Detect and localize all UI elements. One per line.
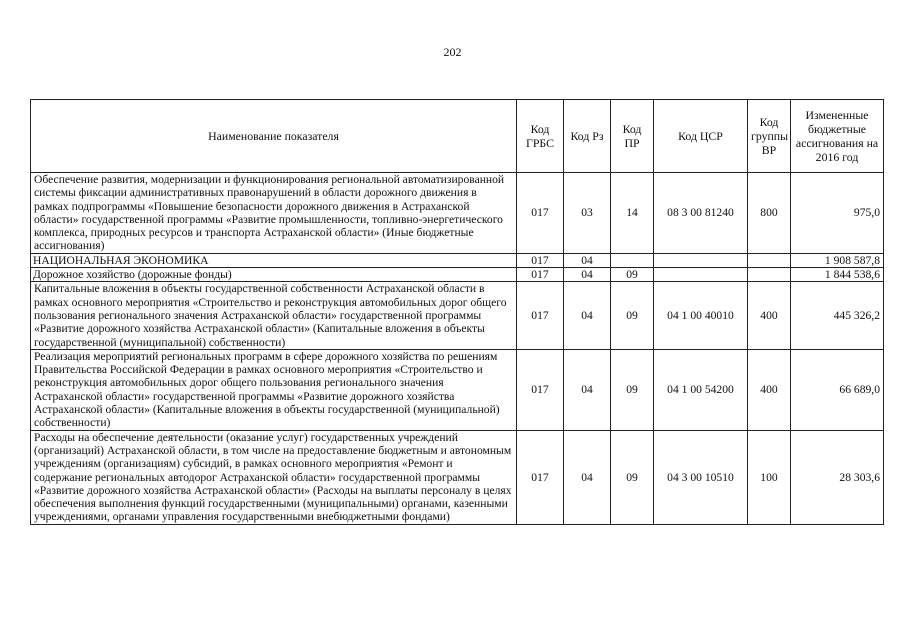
table-row (31, 349, 884, 430)
row-amount: 1 844 538,6 (791, 268, 884, 282)
row-name: Обеспечение развития, модернизации и функционирования региональной автоматизированной системы фиксации административных правонарушений в области дорожного движения в рамках подпрограммы «Повышение безопасности дорожного движения в Астраханской области» государственной программы «Развитие промышленности, топливно-энергетического комплекса, природных ресурсов и транспорта Астраханской области» (Иные бюджетные ассигнования) (31, 173, 517, 254)
page-number: 202 (443, 45, 462, 59)
header-amount: Измененные бюджетные ассигнования на 2016 год (791, 100, 884, 173)
row-pr (611, 253, 654, 267)
row-vr: 400 (748, 282, 791, 349)
row-csr: 08 3 00 81240 (654, 173, 748, 254)
row-amount: 66 689,0 (791, 349, 884, 430)
row-rz: 04 (564, 430, 611, 524)
header-csr: Код ЦСР (654, 100, 748, 173)
row-vr: 800 (748, 173, 791, 254)
row-grbs: 017 (517, 253, 564, 267)
row-rz: 04 (564, 282, 611, 349)
header-vr: Код группы ВР (748, 100, 791, 173)
row-grbs: 017 (517, 349, 564, 430)
row-rz: 04 (564, 253, 611, 267)
row-csr: 04 3 00 10510 (654, 430, 748, 524)
row-csr: 04 1 00 40010 (654, 282, 748, 349)
table-row (31, 430, 884, 524)
row-rz: 04 (564, 268, 611, 282)
row-grbs: 017 (517, 430, 564, 524)
table-header-row (31, 100, 884, 173)
row-vr: 100 (748, 430, 791, 524)
row-rz: 04 (564, 349, 611, 430)
row-csr (654, 253, 748, 267)
header-pr: Код ПР (611, 100, 654, 173)
row-amount: 28 303,6 (791, 430, 884, 524)
row-grbs: 017 (517, 173, 564, 254)
row-csr (654, 268, 748, 282)
row-pr: 09 (611, 268, 654, 282)
row-rz: 03 (564, 173, 611, 254)
row-amount: 445 326,2 (791, 282, 884, 349)
row-name: Капитальные вложения в объекты государственной собственности Астраханской области в рамках основного мероприятия «Строительство и реконструкция автомобильных дорог общего пользования регионального значения Астраханской области» государственной программы «Развитие дорожного хозяйства Астраханской области» (Капитальные вложения в объекты государственной (муниципальной) собственности) (31, 282, 517, 349)
row-amount: 1 908 587,8 (791, 253, 884, 267)
row-pr: 14 (611, 173, 654, 254)
row-name: Реализация мероприятий региональных программ в сфере дорожного хозяйства по решениям Правительства Российской Федерации в рамках основного мероприятия «Строительство и реконструкция автомобильных дорог общего пользования регионального значения Астраханской области» государственной программы «Развитие дорожного хозяйства Астраханской области» (Капитальные вложения в объекты государственной (муниципальной) собственности) (31, 349, 517, 430)
row-name: НАЦИОНАЛЬНАЯ ЭКОНОМИКА (31, 253, 517, 267)
table-row (31, 282, 884, 349)
table-row (31, 268, 884, 282)
table-row (31, 253, 884, 267)
row-amount: 975,0 (791, 173, 884, 254)
row-grbs: 017 (517, 282, 564, 349)
header-grbs: Код ГРБС (517, 100, 564, 173)
row-vr: 400 (748, 349, 791, 430)
budget-table (30, 99, 884, 525)
row-vr (748, 253, 791, 267)
row-csr: 04 1 00 54200 (654, 349, 748, 430)
row-name: Дорожное хозяйство (дорожные фонды) (31, 268, 517, 282)
row-pr: 09 (611, 282, 654, 349)
table-row (31, 173, 884, 254)
row-vr (748, 268, 791, 282)
row-grbs: 017 (517, 268, 564, 282)
row-pr: 09 (611, 430, 654, 524)
row-pr: 09 (611, 349, 654, 430)
header-name: Наименование показателя (31, 100, 517, 173)
row-name: Расходы на обеспечение деятельности (оказание услуг) государственных учреждений (организаций) Астраханской области, в том числе на предоставление бюджетным и автономным учреждениям (организациям) субсидий, в рамках основного мероприятия «Ремонт и содержание региональных автодорог Астраханской области» государственной программы «Развитие дорожного хозяйства Астраханской области» (Расходы на выплаты персоналу в целях обеспечения выполнения функций государственными (муниципальными) органами, казенными учреждениями, органами управления государственными внебюджетными фондами) (31, 430, 517, 524)
header-rz: Код Рз (564, 100, 611, 173)
